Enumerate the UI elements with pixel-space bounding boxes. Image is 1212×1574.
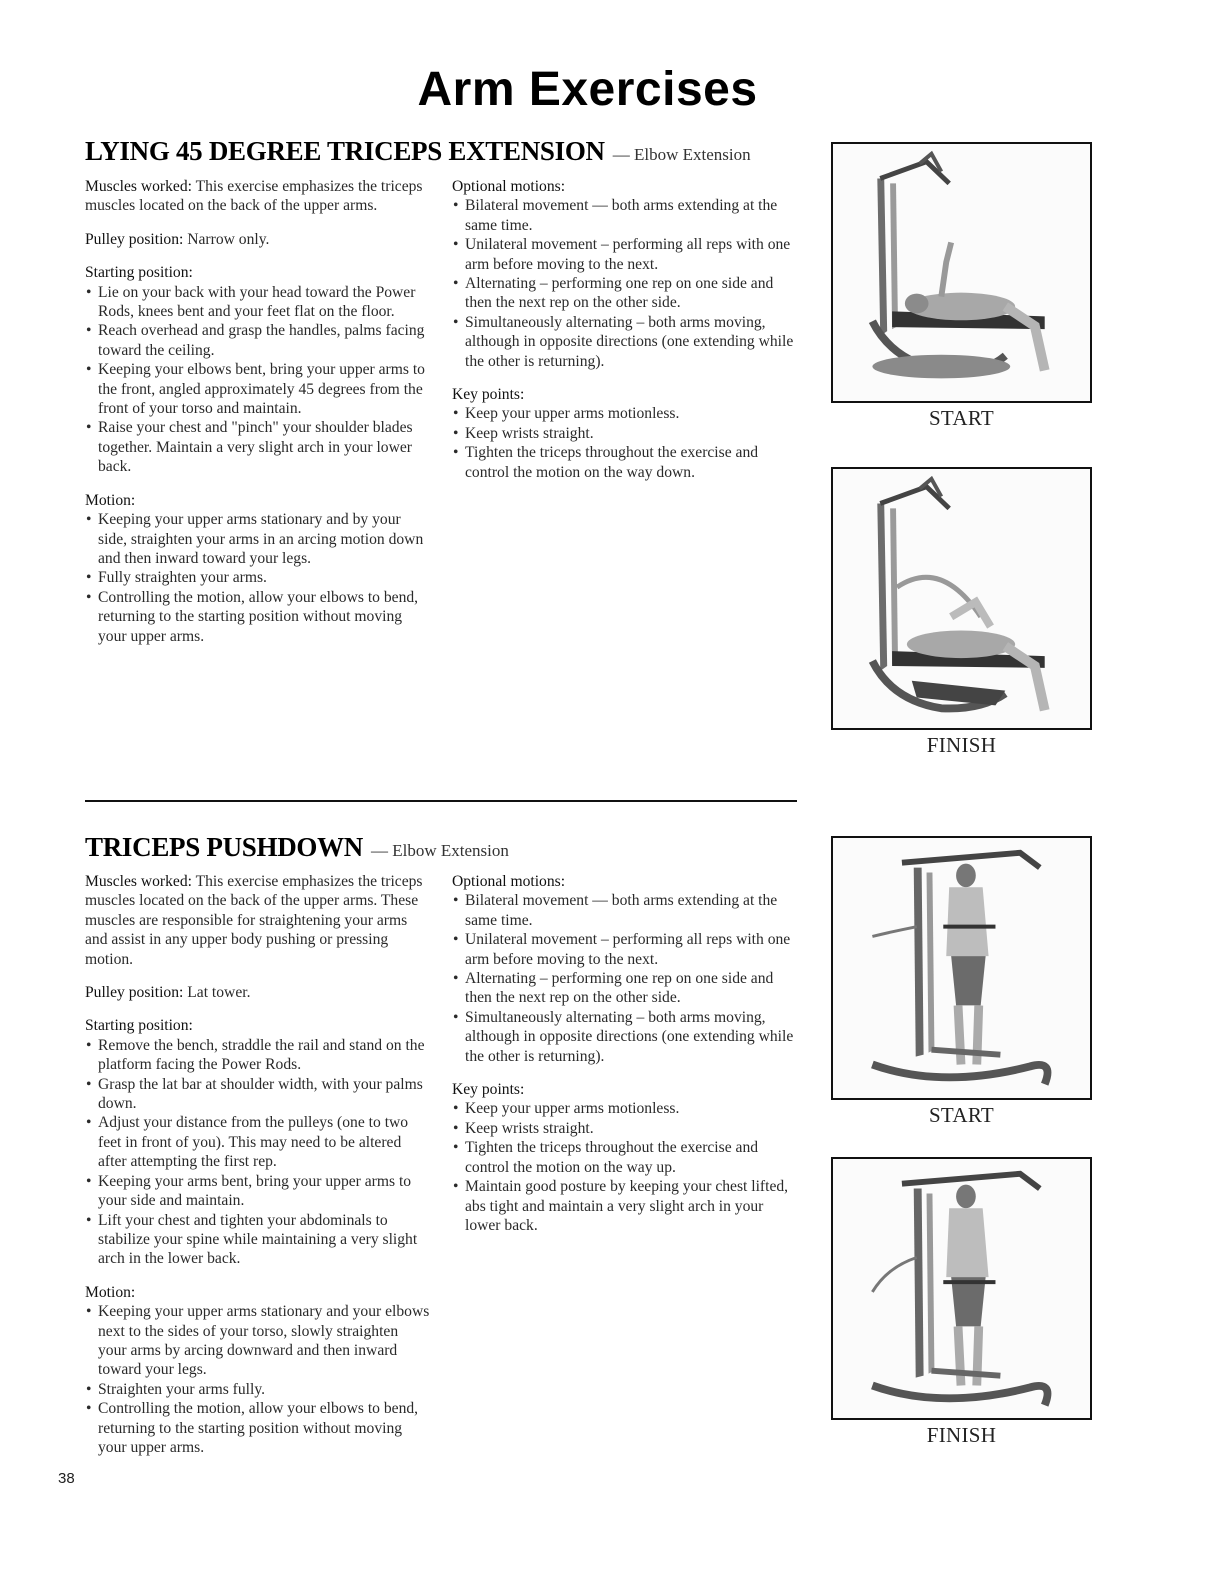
muscles-text: This exercise emphasizes the triceps muscles located on the back of the upper arms. These muscles are responsible for straightening your arms and assist in any upper body pushing or pressing motion. (85, 873, 423, 968)
list-item: • Reach overhead and grasp the handles, palms facing toward the ceiling. (85, 321, 430, 360)
starting-title: Starting position: (85, 264, 193, 282)
page-title: Arm Exercises (417, 63, 758, 116)
list-item: • Simultaneously alternating – both arms moving, although in opposite directions (one extending while the other is returning). (452, 313, 797, 371)
section-heading (85, 832, 509, 863)
list-item: • Keep wrists straight. (452, 1119, 797, 1138)
start-caption: START (928, 406, 995, 430)
middle-column (452, 872, 797, 1249)
list-item: • Keeping your upper arms stationary and your elbows next to the sides of your torso, slowly straighten your arms by arcing downward and then inward toward your legs. (85, 1302, 430, 1380)
motion-title: Motion: (85, 1283, 136, 1301)
list-item: • Keeping your upper arms stationary and by your side, straighten your arms in an arcing motion down and then inward toward your legs. (85, 510, 430, 568)
list-item: • Remove the bench, straddle the rail and stand on the platform facing the Power Rods. (85, 1036, 430, 1075)
list-item: • Unilateral movement – performing all reps with one arm before moving to the next. (452, 235, 797, 274)
optional-motions (452, 177, 797, 371)
left-column (85, 177, 430, 660)
muscles-worked (85, 872, 430, 969)
starting-title: Starting position: (85, 1017, 193, 1035)
muscles-label: Muscles worked: (85, 873, 192, 890)
pushdown-finish-illustration (833, 1159, 1090, 1418)
exercise-subtitle: — Elbow Extension (612, 145, 751, 164)
optional-motions (452, 872, 797, 1066)
muscles-text: This exercise emphasizes the triceps muscles located on the back of the upper arms. (85, 178, 423, 215)
pulley-label: Pulley position: (85, 230, 184, 248)
list-item: • Controlling the motion, allow your elbows to bend, returning to the starting position without moving your upper arms. (85, 1399, 430, 1457)
start-caption: START (928, 1103, 995, 1127)
list-item: • Alternating – performing one rep on one side and then the next rep on the other side. (452, 274, 797, 313)
list-item: • Grasp the lat bar at shoulder width, with your palms down. (85, 1075, 430, 1114)
pulley-position (85, 230, 430, 249)
starting-list (85, 283, 430, 477)
starting-list (85, 1036, 430, 1269)
starting-position (85, 1016, 430, 1268)
list-item: • Tighten the triceps throughout the exercise and control the motion on the way up. (452, 1138, 797, 1177)
page-number: 38 (58, 1470, 75, 1487)
list-item: • Adjust your distance from the pulleys (one to two feet in front of you). This may need to be altered after attempting the first rep. (85, 1113, 430, 1171)
list-item: • Keep wrists straight. (452, 424, 797, 443)
list-item: • Lift your chest and tighten your abdominals to stabilize your spine while maintaining a very slight arch in the lower back. (85, 1211, 430, 1269)
pulley-text: Narrow only. (187, 230, 270, 248)
key-points (452, 385, 797, 482)
list-item: • Unilateral movement – performing all reps with one arm before moving to the next. (452, 930, 797, 969)
optional-title: Optional motions: (452, 873, 566, 890)
keypoints-title: Key points: (452, 386, 525, 404)
list-item: • Keep your upper arms motionless. (452, 1099, 797, 1118)
list-item: • Straighten your arms fully. (85, 1380, 430, 1399)
start-photo (831, 836, 1092, 1100)
motion-title: Motion: (85, 491, 136, 509)
list-item: • Keeping your elbows bent, bring your upper arms to the front, angled approximately 45 degrees from the front of your torso and maintain. (85, 360, 430, 418)
list-item: • Simultaneously alternating – both arms moving, although in opposite directions (one extending while the other is returning). (452, 1008, 797, 1066)
motion (85, 491, 430, 646)
starting-position (85, 263, 430, 476)
pulley-position (85, 983, 430, 1002)
list-item: • Fully straighten your arms. (85, 568, 430, 587)
pushdown-start-illustration (833, 838, 1090, 1098)
optional-list (452, 891, 797, 1066)
keypoints-list (452, 1099, 797, 1235)
list-item: • Bilateral movement — both arms extending at the same time. (452, 196, 797, 235)
motion (85, 1283, 430, 1458)
middle-column (452, 177, 797, 496)
list-item: • Raise your chest and "pinch" your shoulder blades together. Maintain a very slight arch in your lower back. (85, 418, 430, 476)
key-points (452, 1080, 797, 1235)
finish-caption: FINISH (926, 1423, 997, 1447)
list-item: • Keep your upper arms motionless. (452, 404, 797, 423)
muscles-worked (85, 177, 430, 216)
optional-list (452, 196, 797, 371)
exercise-subtitle: — Elbow Extension (371, 841, 509, 860)
optional-title: Optional motions: (452, 178, 566, 195)
exercise-name: LYING 45 DEGREE TRICEPS EXTENSION (85, 136, 605, 166)
list-item: • Tighten the triceps throughout the exercise and control the motion on the way down. (452, 443, 797, 482)
list-item: • Lie on your back with your head toward the Power Rods, knees bent and your feet flat on the floor. (85, 283, 430, 322)
section-divider (85, 800, 797, 802)
start-photo (831, 142, 1092, 403)
list-item: • Maintain good posture by keeping your chest lifted, abs tight and maintain a very slight arch in your lower back. (452, 1177, 797, 1235)
list-item: • Alternating – performing one rep on one side and then the next rep on the other side. (452, 969, 797, 1008)
finish-photo (831, 1157, 1092, 1420)
keypoints-list (452, 404, 797, 482)
muscles-label: Muscles worked: (85, 178, 192, 195)
left-column (85, 872, 430, 1471)
exercise-name: TRICEPS PUSHDOWN (85, 832, 363, 862)
section-heading (85, 136, 751, 167)
pulley-text: Lat tower. (187, 984, 251, 1002)
lying-start-illustration (833, 144, 1090, 401)
keypoints-title: Key points: (452, 1081, 525, 1099)
pulley-label: Pulley position: (85, 984, 184, 1002)
lying-finish-illustration (833, 469, 1090, 728)
list-item: • Controlling the motion, allow your elbows to bend, returning to the starting position without moving your upper arms. (85, 588, 430, 646)
finish-photo (831, 467, 1092, 730)
list-item: • Keeping your arms bent, bring your upper arms to your side and maintain. (85, 1172, 430, 1211)
list-item: • Bilateral movement — both arms extending at the same time. (452, 891, 797, 930)
motion-list (85, 1302, 430, 1457)
finish-caption: FINISH (926, 733, 997, 757)
motion-list (85, 510, 430, 646)
